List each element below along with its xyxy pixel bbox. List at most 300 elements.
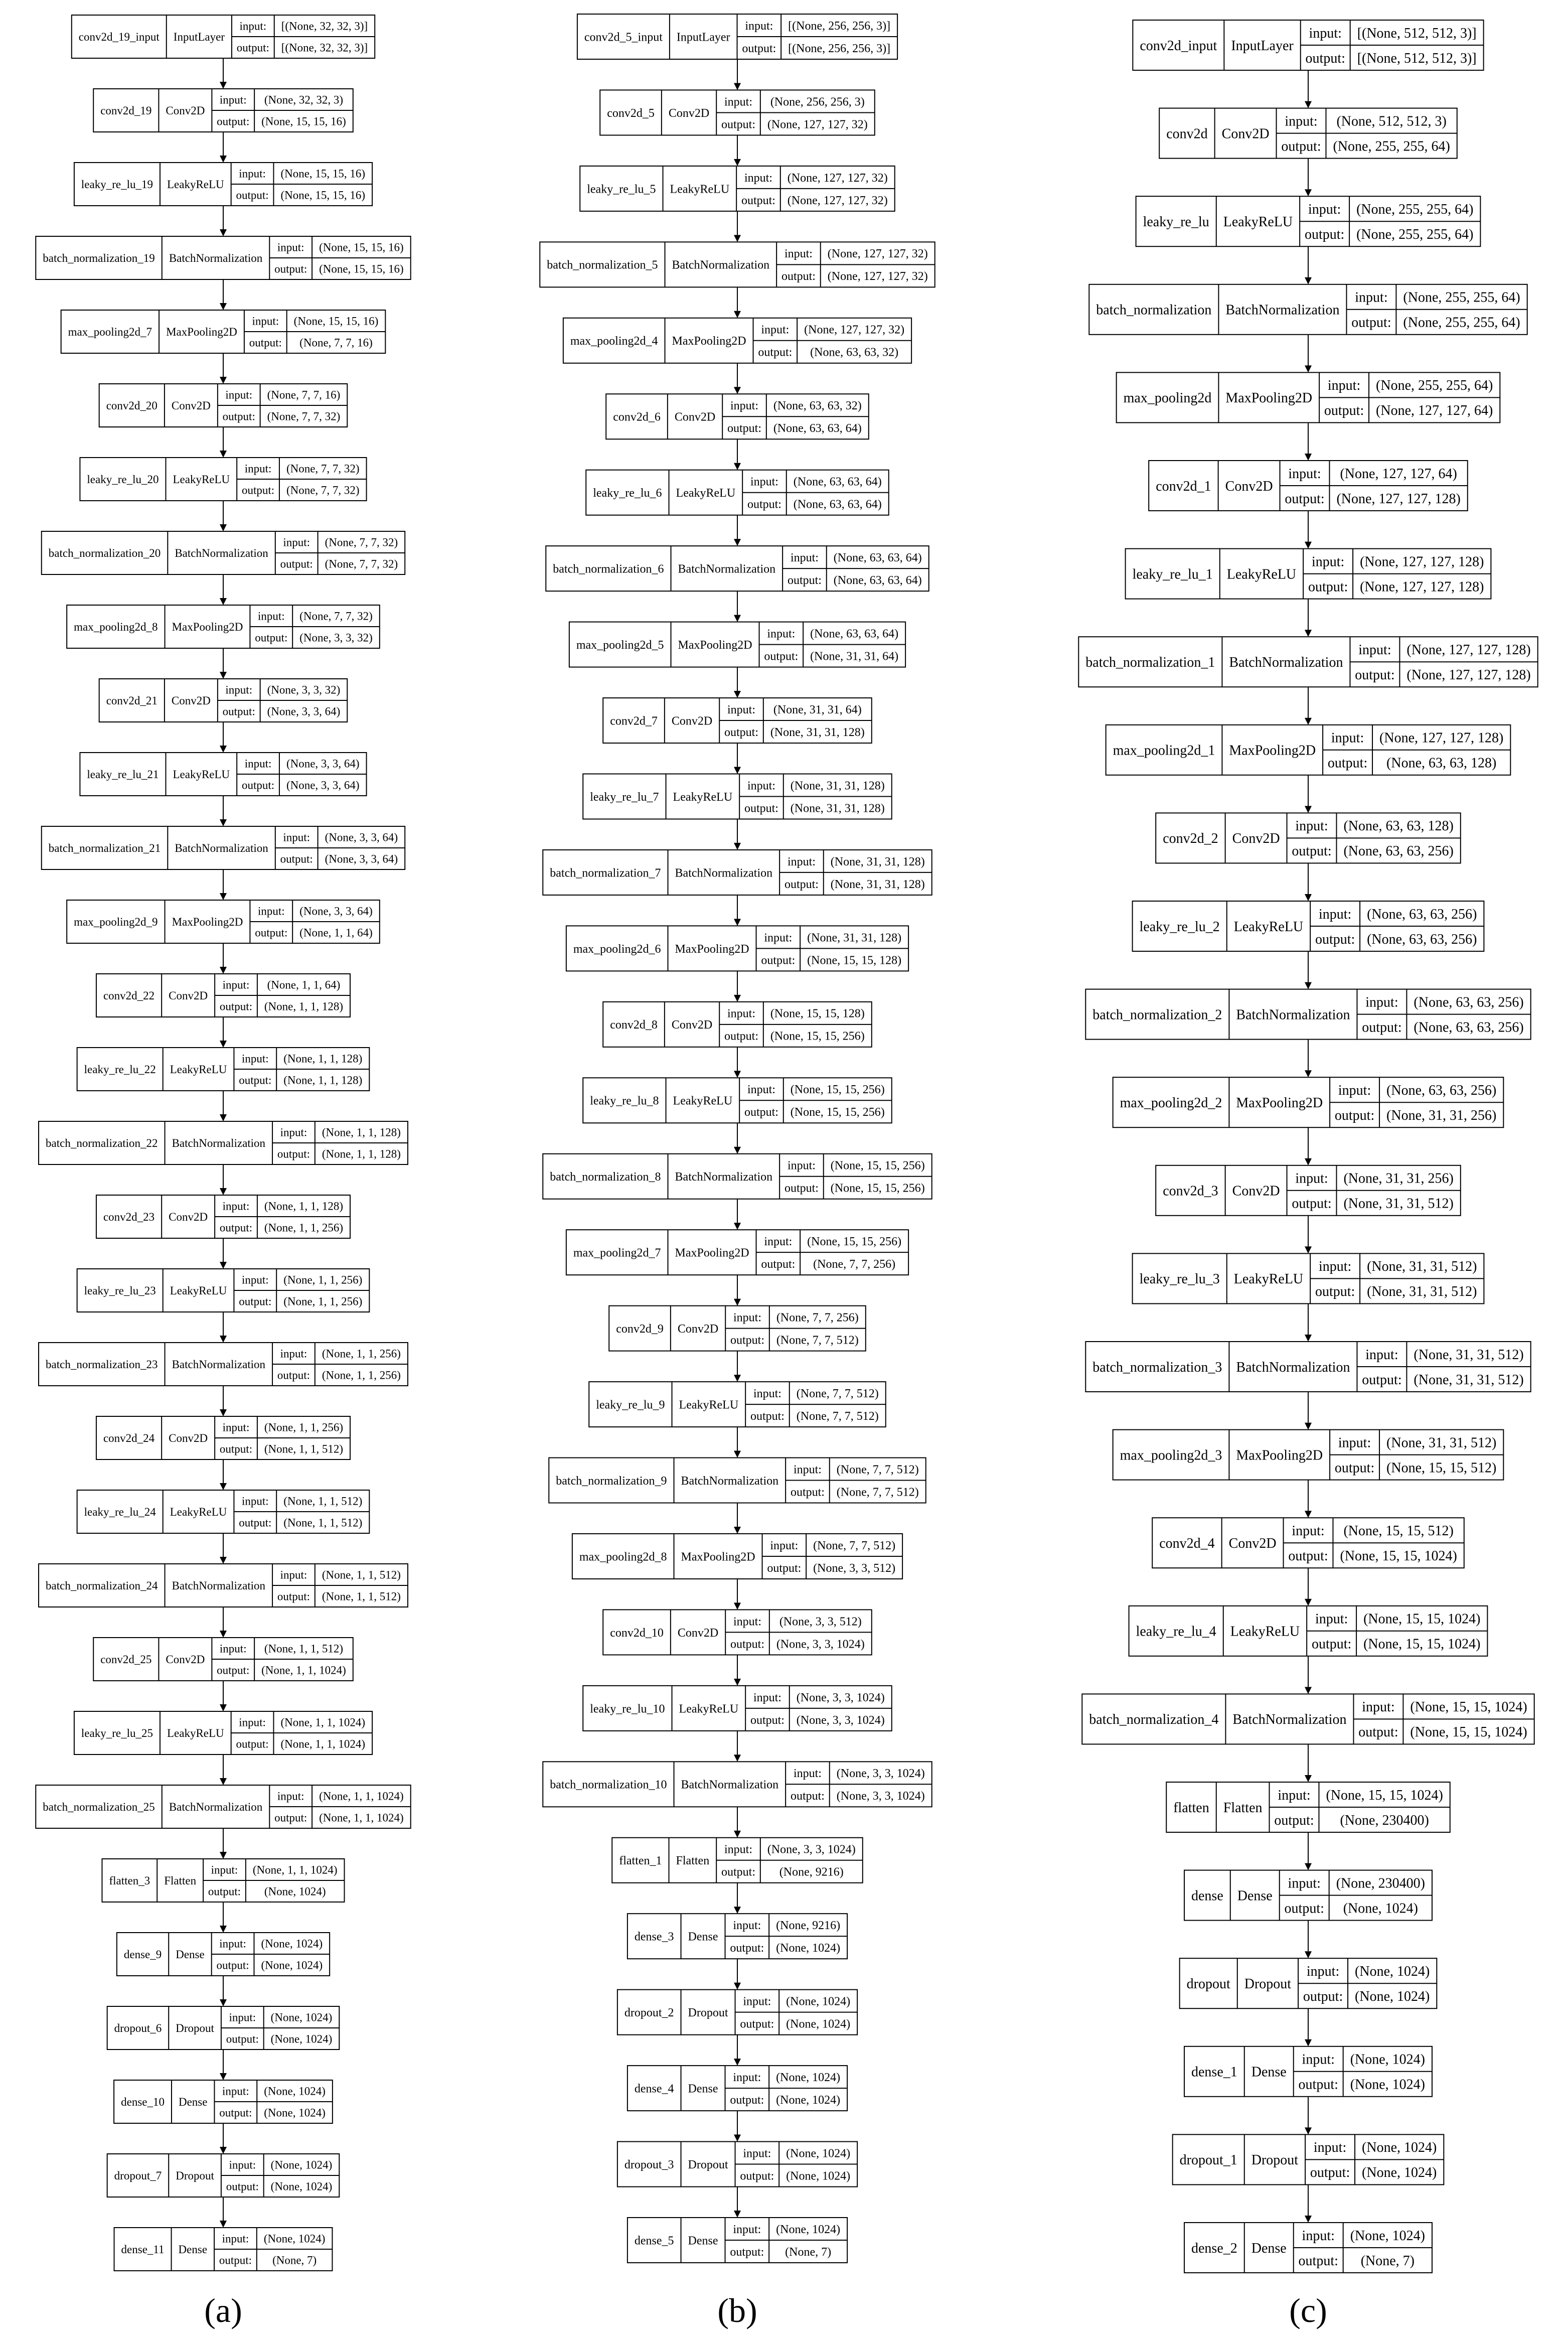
input-shape: (None, 31, 31, 128) <box>807 931 902 945</box>
output-label: output: <box>239 1295 272 1308</box>
layer-type: MaxPooling2D <box>1229 743 1316 759</box>
layer-type: BatchNormalization <box>672 258 770 272</box>
arrowhead-icon <box>1305 1070 1312 1077</box>
input-shape: (None, 1, 1, 256) <box>264 1421 344 1434</box>
input-shape: (None, 255, 255, 64) <box>1376 378 1493 394</box>
input-shape: (None, 1024) <box>1350 2052 1425 2068</box>
input-label: input: <box>1313 2140 1347 2156</box>
arrowhead-icon <box>1305 365 1312 372</box>
layer-type: BatchNormalization <box>675 1171 773 1184</box>
layer-node <box>566 1230 908 1275</box>
output-label: output: <box>255 631 288 644</box>
input-label: input: <box>745 19 773 33</box>
output-shape: (None, 127, 127, 64) <box>1376 403 1493 419</box>
layer-type: MaxPooling2D <box>675 942 749 956</box>
layer-type: LeakyReLU <box>673 790 733 804</box>
arrowhead-icon <box>1305 1599 1312 1606</box>
layer-name: max_pooling2d_7 <box>573 1246 661 1260</box>
input-label: input: <box>764 931 793 945</box>
input-shape: (None, 32, 32, 3) <box>264 93 344 106</box>
output-label: output: <box>226 2180 259 2193</box>
layer-name: conv2d_5_input <box>584 31 663 44</box>
input-shape: (None, 127, 127, 32) <box>804 323 905 337</box>
arrowhead-icon <box>1305 718 1312 725</box>
layer-name: batch_normalization_21 <box>48 842 161 855</box>
layer-node <box>540 242 934 287</box>
output-shape: (None, 127, 127, 128) <box>1360 579 1484 595</box>
arrowhead-icon <box>1305 630 1312 637</box>
output-shape: (None, 31, 31, 64) <box>810 650 899 663</box>
layer-node <box>583 774 892 819</box>
output-label: output: <box>764 650 799 663</box>
layer-node <box>61 310 386 353</box>
layer-node <box>612 1838 863 1883</box>
input-shape: (None, 7, 7, 32) <box>325 536 398 549</box>
input-label: input: <box>743 2147 771 2160</box>
output-label: output: <box>767 1561 802 1575</box>
arrowhead-icon <box>1305 189 1312 196</box>
layer-type: LeakyReLU <box>670 183 730 196</box>
layer-node <box>1089 284 1527 335</box>
output-label: output: <box>790 1790 825 1803</box>
input-label: input: <box>283 536 310 549</box>
layer-name: conv2d_22 <box>103 989 155 1002</box>
output-label: output: <box>239 1074 272 1087</box>
input-label: input: <box>1327 378 1361 394</box>
input-label: input: <box>764 1235 793 1249</box>
layer-node <box>93 89 353 132</box>
output-label: output: <box>744 1106 778 1119</box>
layer-node <box>39 1343 408 1386</box>
layer-type: InputLayer <box>676 31 730 44</box>
layer-name: conv2d_3 <box>1163 1183 1218 1199</box>
layer-type: LeakyReLU <box>1226 566 1297 582</box>
layer-node <box>42 531 405 574</box>
input-label: input: <box>1295 818 1328 834</box>
layer-type: MaxPooling2D <box>681 1550 755 1564</box>
input-label: input: <box>225 683 253 696</box>
output-label: output: <box>208 1885 241 1898</box>
output-label: output: <box>1298 2077 1338 2093</box>
layer-name: batch_normalization_5 <box>547 258 658 272</box>
output-label: output: <box>761 954 796 967</box>
input-shape: (None, 63, 63, 64) <box>833 551 922 565</box>
input-label: input: <box>730 399 759 413</box>
output-shape: (None, 1024) <box>1355 1989 1430 2004</box>
layer-name: leaky_re_lu_5 <box>587 183 656 196</box>
input-shape: (None, 1, 1, 512) <box>283 1495 363 1508</box>
layer-type: Dropout <box>1244 1976 1292 1992</box>
layer-node <box>107 2006 340 2050</box>
layer-type: Conv2D <box>677 1323 719 1336</box>
input-shape: (None, 31, 31, 128) <box>790 779 885 793</box>
input-shape: (None, 255, 255, 64) <box>1356 202 1474 217</box>
layer-name: leaky_re_lu_9 <box>596 1398 665 1412</box>
layer-node <box>1152 1518 1464 1568</box>
input-label: input: <box>1318 906 1352 922</box>
layer-node <box>72 15 375 58</box>
arrowhead-icon <box>734 615 741 622</box>
layer-name: max_pooling2d_5 <box>576 638 664 652</box>
layer-type: LeakyReLU <box>1223 214 1293 230</box>
input-label: input: <box>257 905 285 918</box>
arrowhead-icon <box>220 2221 227 2228</box>
layer-type: MaxPooling2D <box>1236 1447 1323 1464</box>
arrowhead-icon <box>1305 1335 1312 1342</box>
layer-type: Dense <box>688 1930 718 1944</box>
layer-node <box>74 163 372 206</box>
layer-node <box>93 1638 353 1681</box>
output-shape: (None, 1024) <box>776 1942 841 1955</box>
input-label: input: <box>733 1311 762 1325</box>
input-shape: (None, 127, 127, 128) <box>1406 642 1531 658</box>
output-shape: (None, 7, 7, 512) <box>836 1486 919 1499</box>
input-label: input: <box>727 703 756 716</box>
output-label: output: <box>1281 138 1321 155</box>
output-shape: (None, 1, 1, 1024) <box>261 1664 346 1677</box>
layer-name: conv2d_5 <box>607 106 655 120</box>
output-shape: (None, 127, 127, 32) <box>827 270 928 283</box>
output-shape: (None, 255, 255, 64) <box>1403 315 1520 331</box>
layer-node <box>67 605 380 648</box>
output-label: output: <box>781 270 816 283</box>
input-shape: (None, 31, 31, 512) <box>1367 1259 1477 1275</box>
layer-type: Conv2D <box>668 106 710 120</box>
layer-type: MaxPooling2D <box>672 335 746 348</box>
output-label: output: <box>721 1865 756 1879</box>
output-label: output: <box>217 115 250 128</box>
output-label: output: <box>249 336 282 349</box>
arrowhead-icon <box>1305 1775 1312 1782</box>
layer-name: max_pooling2d_7 <box>68 326 152 339</box>
output-shape: (None, 1, 1, 64) <box>299 926 373 939</box>
input-shape: (None, 7, 7, 512) <box>813 1539 896 1552</box>
layer-type: Dropout <box>688 2158 728 2171</box>
layer-type: Dropout <box>1251 2152 1299 2168</box>
layer-name: leaky_re_lu_1 <box>1132 566 1213 582</box>
input-label: input: <box>239 167 266 180</box>
arrowhead-icon <box>220 1409 227 1416</box>
input-shape: (None, 1024) <box>1362 2140 1437 2156</box>
layer-type: Conv2D <box>166 1653 205 1666</box>
input-label: input: <box>1288 466 1321 482</box>
output-shape: (None, 63, 63, 256) <box>1367 931 1477 947</box>
layer-node <box>546 546 928 591</box>
layer-type: MaxPooling2D <box>1225 390 1313 406</box>
input-label: input: <box>241 1495 269 1508</box>
layer-type: LeakyReLU <box>173 473 230 486</box>
layer-node <box>80 458 366 501</box>
input-shape: (None, 3, 3, 512) <box>779 1615 862 1629</box>
layer-type: LeakyReLU <box>679 1702 739 1716</box>
layer-type: BatchNormalization <box>675 866 773 880</box>
output-label: output: <box>787 574 822 588</box>
output-label: output: <box>1298 2253 1338 2269</box>
arrowhead-icon <box>220 1926 227 1933</box>
layer-name: conv2d_7 <box>610 714 658 728</box>
arrowhead-icon <box>220 1041 227 1048</box>
output-shape: (None, 63, 63, 256) <box>1343 843 1454 859</box>
input-label: input: <box>1308 202 1341 217</box>
output-shape: (None, 1, 1, 256) <box>283 1295 363 1308</box>
layer-node <box>114 2228 333 2271</box>
output-label: output: <box>1362 1372 1402 1388</box>
input-label: input: <box>229 2158 256 2171</box>
layer-type: MaxPooling2D <box>675 1246 749 1260</box>
layer-name: leaky_re_lu_21 <box>87 768 159 781</box>
layer-name: flatten_3 <box>109 1874 150 1887</box>
layer-name: leaky_re_lu_6 <box>593 487 662 500</box>
output-shape: (None, 63, 63, 128) <box>1386 755 1497 771</box>
arrowhead-icon <box>734 387 741 394</box>
layer-name: batch_normalization <box>1096 302 1212 318</box>
input-shape: (None, 15, 15, 512) <box>1343 1523 1454 1539</box>
subfigure-label: (a) <box>204 2291 242 2329</box>
arrowhead-icon <box>734 1375 741 1382</box>
layer-type: Conv2D <box>169 989 208 1002</box>
layer-node <box>107 2154 340 2197</box>
output-shape: (None, 1024) <box>1362 2165 1437 2181</box>
output-label: output: <box>1334 1460 1375 1476</box>
input-shape: (None, 7, 7, 512) <box>836 1463 919 1477</box>
arrowhead-icon <box>734 843 741 850</box>
output-shape: (None, 1024) <box>270 2032 333 2045</box>
arrowhead-icon <box>734 1147 741 1154</box>
output-label: output: <box>1305 50 1345 66</box>
input-label: input: <box>219 1937 246 1950</box>
output-label: output: <box>1303 1989 1343 2004</box>
input-shape: (None, 7, 7, 512) <box>796 1387 879 1400</box>
input-label: input: <box>239 20 267 33</box>
output-shape: [(None, 512, 512, 3)] <box>1357 50 1477 66</box>
network-column-1 <box>36 15 410 2329</box>
arrowhead-icon <box>220 1999 227 2006</box>
input-shape: (None, 255, 255, 64) <box>1403 289 1520 306</box>
input-shape: (None, 1024) <box>776 2071 841 2085</box>
layer-name: dropout_3 <box>624 2158 674 2171</box>
input-shape: (None, 1024) <box>786 1995 851 2008</box>
arrowhead-icon <box>220 1336 227 1343</box>
layer-name: batch_normalization_7 <box>550 866 661 880</box>
layer-type: Dense <box>1251 2240 1287 2256</box>
output-label: output: <box>280 852 313 865</box>
input-shape: (None, 3, 3, 64) <box>286 757 360 770</box>
layer-name: batch_normalization_25 <box>43 1801 155 1814</box>
arrowhead-icon <box>1305 982 1312 989</box>
layer-name: batch_normalization_3 <box>1092 1359 1222 1375</box>
output-shape: (None, 15, 15, 16) <box>261 115 346 128</box>
layer-name: dense_11 <box>121 2243 165 2256</box>
layer-node <box>617 1990 857 2035</box>
layer-name: leaky_re_lu <box>1143 214 1209 230</box>
layer-name: conv2d <box>1166 126 1208 142</box>
layer-node <box>603 1610 872 1655</box>
input-shape: (None, 15, 15, 16) <box>293 315 379 328</box>
output-label: output: <box>740 2169 774 2183</box>
layer-type: BatchNormalization <box>175 547 268 560</box>
input-shape: (None, 15, 15, 1024) <box>1410 1699 1527 1715</box>
input-label: input: <box>1355 289 1388 306</box>
output-label: output: <box>1358 1724 1398 1740</box>
output-shape: (None, 3, 3, 512) <box>813 1561 896 1575</box>
input-shape: (None, 31, 31, 128) <box>830 855 925 868</box>
layer-node <box>1136 196 1481 246</box>
layer-node <box>1149 461 1468 511</box>
input-label: input: <box>1306 1964 1340 1979</box>
arrowhead-icon <box>220 1262 227 1269</box>
layer-node <box>117 1933 330 1976</box>
output-label: output: <box>1308 579 1348 595</box>
layer-name: dropout_2 <box>624 2006 674 2020</box>
layer-type: InputLayer <box>173 31 225 44</box>
layer-name: leaky_re_lu_8 <box>590 1094 659 1108</box>
layer-node <box>603 698 872 743</box>
input-shape: (None, 512, 512, 3) <box>1336 113 1447 129</box>
arrowhead-icon <box>1305 2216 1312 2223</box>
layer-node <box>1078 637 1537 687</box>
input-shape: (None, 1024) <box>264 2085 326 2098</box>
layer-node <box>42 826 405 869</box>
layer-type: LeakyReLU <box>676 487 736 500</box>
output-shape: (None, 63, 63, 64) <box>793 498 882 511</box>
output-shape: (None, 7) <box>1360 2253 1415 2269</box>
arrowhead-icon <box>220 746 227 753</box>
output-shape: (None, 255, 255, 64) <box>1333 138 1450 155</box>
layer-type: Flatten <box>676 1854 710 1868</box>
layer-name: dense_1 <box>1191 2064 1237 2080</box>
layer-name: batch_normalization_22 <box>46 1137 158 1150</box>
output-label: output: <box>727 422 762 435</box>
input-shape: (None, 9216) <box>776 1919 841 1933</box>
input-label: input: <box>733 1615 762 1629</box>
output-shape: (None, 7, 7, 32) <box>286 484 360 497</box>
input-shape: (None, 127, 127, 64) <box>1340 466 1457 482</box>
arrowhead-icon <box>734 83 741 90</box>
input-shape: (None, 15, 15, 256) <box>807 1235 902 1249</box>
input-shape: (None, 7, 7, 32) <box>286 462 360 475</box>
arrowhead-icon <box>734 1907 741 1914</box>
output-shape: (None, 127, 127, 32) <box>787 194 888 207</box>
input-label: input: <box>1365 1347 1398 1363</box>
layer-node <box>628 2218 847 2263</box>
output-shape: (None, 127, 127, 128) <box>1336 491 1461 507</box>
layer-name: conv2d_25 <box>100 1653 152 1666</box>
layer-type: BatchNormalization <box>172 1358 266 1371</box>
layer-name: batch_normalization_8 <box>550 1171 661 1184</box>
output-shape: (None, 1, 1, 256) <box>264 1221 344 1234</box>
output-label: output: <box>217 1664 250 1677</box>
output-shape: (None, 15, 15, 1024) <box>1340 1548 1457 1564</box>
layer-node <box>74 1711 372 1754</box>
layer-name: max_pooling2d_8 <box>579 1550 667 1564</box>
input-shape: (None, 1, 1, 64) <box>267 978 341 991</box>
output-label: output: <box>747 498 781 511</box>
input-label: input: <box>793 1767 822 1781</box>
output-shape: (None, 127, 127, 32) <box>767 118 868 131</box>
arrowhead-icon <box>220 1483 227 1490</box>
layer-type: BatchNormalization <box>169 1801 263 1814</box>
input-label: input: <box>750 475 778 489</box>
layer-name: dense_3 <box>634 1930 674 1944</box>
output-shape: (None, 1, 1, 128) <box>264 1000 344 1013</box>
arrowhead-icon <box>220 1704 227 1711</box>
layer-node <box>617 2142 857 2187</box>
input-label: input: <box>280 1568 307 1581</box>
arrowhead-icon <box>220 377 227 384</box>
input-shape: (None, 63, 63, 256) <box>1386 1083 1497 1098</box>
output-shape: (None, 3, 3, 1024) <box>796 1713 885 1727</box>
input-label: input: <box>787 1159 816 1173</box>
layer-type: LeakyReLU <box>167 1727 224 1740</box>
layer-node <box>1117 372 1500 422</box>
arrowhead-icon <box>220 2073 227 2080</box>
arrowhead-icon <box>1305 806 1312 813</box>
layer-node <box>39 1564 408 1607</box>
layer-type: BatchNormalization <box>1232 1712 1347 1728</box>
layer-name: dense_5 <box>634 2234 674 2248</box>
layer-node <box>583 1686 892 1731</box>
arrowhead-icon <box>1305 1863 1312 1870</box>
layer-name: conv2d_4 <box>1159 1536 1215 1551</box>
output-shape: (None, 1024) <box>264 2106 326 2119</box>
input-shape: (None, 1, 1, 256) <box>283 1273 363 1286</box>
output-shape: (None, 15, 15, 256) <box>790 1106 885 1119</box>
input-label: input: <box>211 1863 238 1876</box>
layer-type: BatchNormalization <box>172 1137 266 1150</box>
layer-node <box>1085 989 1530 1040</box>
output-label: output: <box>219 1442 253 1455</box>
layer-name: conv2d_2 <box>1163 831 1218 847</box>
output-shape: (None, 15, 15, 256) <box>830 1182 925 1195</box>
output-label: output: <box>724 725 759 739</box>
layer-type: Dense <box>688 2082 718 2096</box>
layer-node <box>39 1121 408 1164</box>
layer-name: dropout_6 <box>114 2022 162 2035</box>
input-shape: (None, 1, 1, 256) <box>322 1347 401 1360</box>
arrowhead-icon <box>734 1754 741 1762</box>
layer-type: LeakyReLU <box>1233 1271 1304 1287</box>
input-shape: (None, 15, 15, 1024) <box>1326 1787 1443 1803</box>
input-shape: (None, 31, 31, 256) <box>1343 1171 1454 1187</box>
input-shape: [(None, 256, 256, 3)] <box>788 19 891 33</box>
layer-node <box>80 753 366 796</box>
arrowhead-icon <box>1305 1511 1312 1518</box>
input-label: input: <box>1311 554 1345 570</box>
layer-type: Flatten <box>1223 1800 1263 1816</box>
input-label: input: <box>222 2085 249 2098</box>
layer-name: leaky_re_lu_19 <box>81 178 153 191</box>
output-label: output: <box>1315 1284 1355 1300</box>
arrowhead-icon <box>220 1852 227 1859</box>
layer-type: Conv2D <box>671 1018 713 1032</box>
output-shape: (None, 3, 3, 64) <box>267 705 341 718</box>
layer-node <box>1113 1077 1504 1127</box>
output-shape: (None, 15, 15, 128) <box>807 954 902 967</box>
arrowhead-icon <box>734 311 741 318</box>
input-label: input: <box>787 855 816 868</box>
layer-name: dense <box>1191 1888 1223 1904</box>
arrowhead-icon <box>734 2211 741 2218</box>
input-label: input: <box>753 1691 781 1704</box>
output-label: output: <box>277 1147 310 1160</box>
layer-type: Dense <box>178 2243 208 2256</box>
layer-type: LeakyReLU <box>170 1063 227 1076</box>
arrowhead-icon <box>220 229 227 236</box>
output-label: output: <box>730 1942 764 1955</box>
input-label: input: <box>1331 730 1364 746</box>
output-label: output: <box>742 42 776 55</box>
layer-name: batch_normalization_9 <box>556 1474 667 1488</box>
